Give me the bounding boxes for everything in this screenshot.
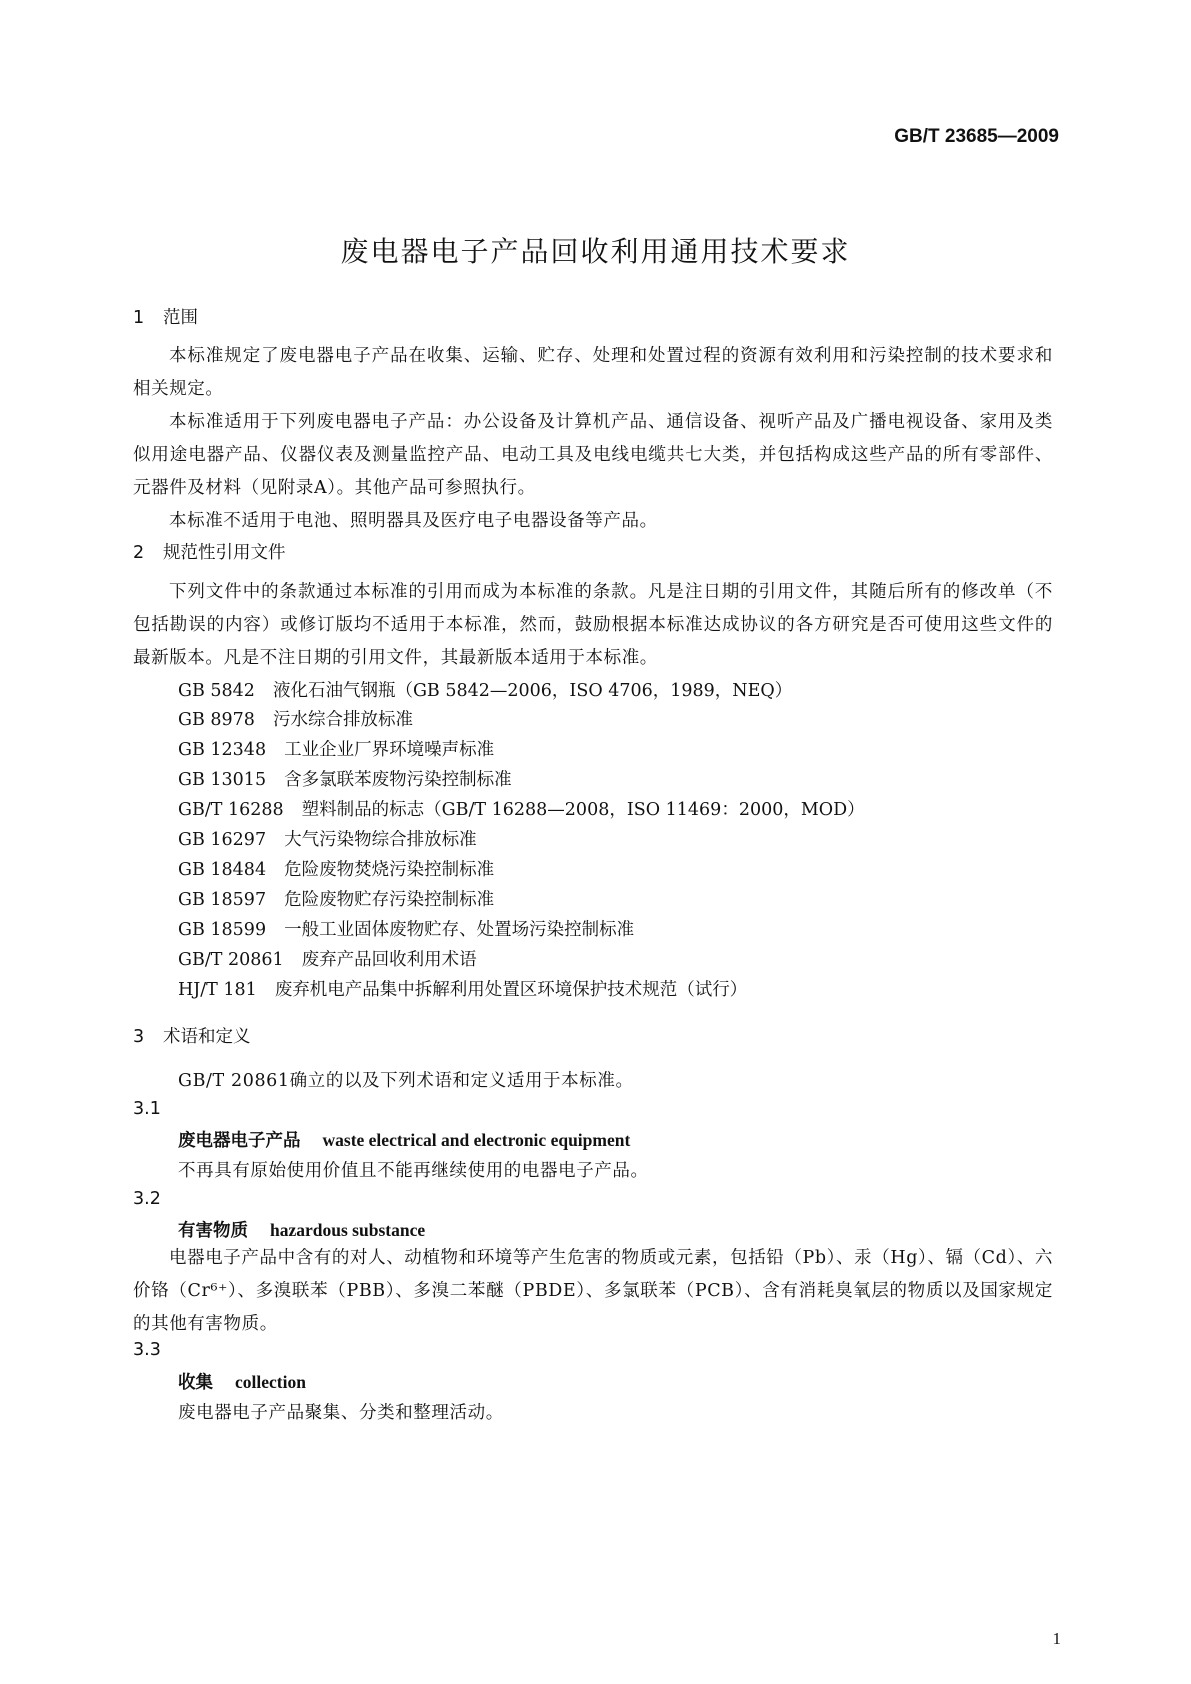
reference-item [178,946,477,971]
term-zh: 废电器电子产品 [178,1131,301,1151]
reference-code: GB 5842 [178,681,255,701]
reference-item [178,796,865,821]
reference-code: GB/T 20861 [178,950,284,970]
term-number: 3.3 [133,1340,161,1360]
reference-item [178,826,477,851]
reference-title: 一般工业固体废物贮存、处置场污染控制标准 [284,920,635,940]
section-number: 1 [133,308,145,328]
page-number: 1 [1052,1629,1061,1648]
term-number: 3.2 [133,1189,161,1209]
reference-title: 含多氯联苯废物污染控制标准 [284,770,512,790]
document-title: 废电器电子产品回收利用通用技术要求 [340,235,851,268]
term-definition: 电器电子产品中含有的对人、动植物和环境等产生危害的物质或元素，包括铅（Pb）、汞（Hg）、镉（Cd）、六价铬（Cr⁶⁺）、多溴联苯（PBB）、多溴二苯醚（PBDE）、多氯联苯（PCB）、含有消耗臭氧层的物质以及国家规定的其他有害物质。 [133,1248,1053,1334]
normative-references-body [133,576,1053,675]
scope-body [133,340,1053,538]
term-heading [178,1217,425,1242]
section-heading-terms-and-definitions [133,1023,251,1048]
reference-code: GB 18484 [178,860,267,880]
term-en: waste electrical and electronic equipment [322,1130,631,1150]
term-zh: 有害物质 [178,1221,248,1241]
reference-title: 废弃机电产品集中拆解利用处置区环境保护技术规范（试行） [274,980,748,1000]
section-number: 3 [133,1027,145,1047]
section-title: 规范性引用文件 [163,543,286,563]
reference-item [178,916,634,941]
reference-item [178,886,494,911]
reference-item [178,736,494,761]
section-number: 2 [133,543,145,563]
terms-intro: GB/T 20861确立的以及下列术语和定义适用于本标准。 [178,1071,634,1091]
section-heading-normative-references [133,539,286,564]
reference-code: GB 8978 [178,710,255,730]
section-title: 范围 [163,308,198,328]
reference-title: 废弃产品回收利用术语 [301,950,477,970]
reference-code: GB 18599 [178,920,267,940]
term-definition: 不再具有原始使用价值且不能再继续使用的电器电子产品。 [178,1161,649,1181]
section-heading-scope [133,304,198,329]
reference-code: GB 16297 [178,830,267,850]
reference-title: 液化石油气钢瓶（GB 5842—2006，ISO 4706，1989，NEQ） [272,681,793,701]
reference-title: 危险废物焚烧污染控制标准 [284,860,495,880]
paragraph: 本标准不适用于电池、照明器具及医疗电子电器设备等产品。 [169,511,658,531]
paragraph: 本标准规定了废电器电子产品在收集、运输、贮存、处理和处置过程的资源有效利用和污染控制的技术要求和相关规定。 [133,346,1053,399]
term-heading [178,1369,306,1394]
reference-item [178,766,512,791]
term-en: hazardous substance [270,1220,426,1240]
paragraph: 本标准适用于下列废电器电子产品：办公设备及计算机产品、通信设备、视听产品及广播电视设备、家用及类似用途电器产品、仪器仪表及测量监控产品、电动工具及电线电缆共七大类，并包括构成这些产品的所有零部件、元器件及材料（见附录A）。其他产品可参照执行。 [133,412,1053,498]
reference-title: 塑料制品的标志（GB/T 16288—2008，ISO 11469：2000，MOD） [301,800,865,820]
term-heading [178,1127,630,1152]
reference-item [178,706,413,731]
reference-code: GB/T 16288 [178,800,284,820]
term-definition-block [133,1242,1053,1341]
document-number: GB/T 23685—2009 [894,126,1059,147]
reference-code: GB 18597 [178,890,267,910]
reference-code: GB 13015 [178,770,267,790]
reference-item [178,856,494,881]
term-number: 3.1 [133,1099,161,1119]
term-en: collection [235,1372,306,1392]
reference-title: 大气污染物综合排放标准 [284,830,477,850]
reference-title: 危险废物贮存污染控制标准 [284,890,495,910]
reference-item [178,677,792,702]
reference-title: 工业企业厂界环境噪声标准 [284,740,495,760]
section-title: 术语和定义 [163,1027,251,1047]
term-zh: 收集 [178,1373,213,1393]
reference-code: GB 12348 [178,740,267,760]
term-definition: 废电器电子产品聚集、分类和整理活动。 [178,1403,504,1423]
reference-item [178,976,747,1001]
paragraph: 下列文件中的条款通过本标准的引用而成为本标准的条款。凡是注日期的引用文件，其随后所有的修改单（不包括勘误的内容）或修订版均不适用于本标准，然而，鼓励根据本标准达成协议的各方研究是否可使用这些文件的最新版本。凡是不注日期的引用文件，其最新版本适用于本标准。 [133,582,1053,668]
reference-title: 污水综合排放标准 [272,710,413,730]
reference-code: HJ/T 181 [178,980,257,1000]
